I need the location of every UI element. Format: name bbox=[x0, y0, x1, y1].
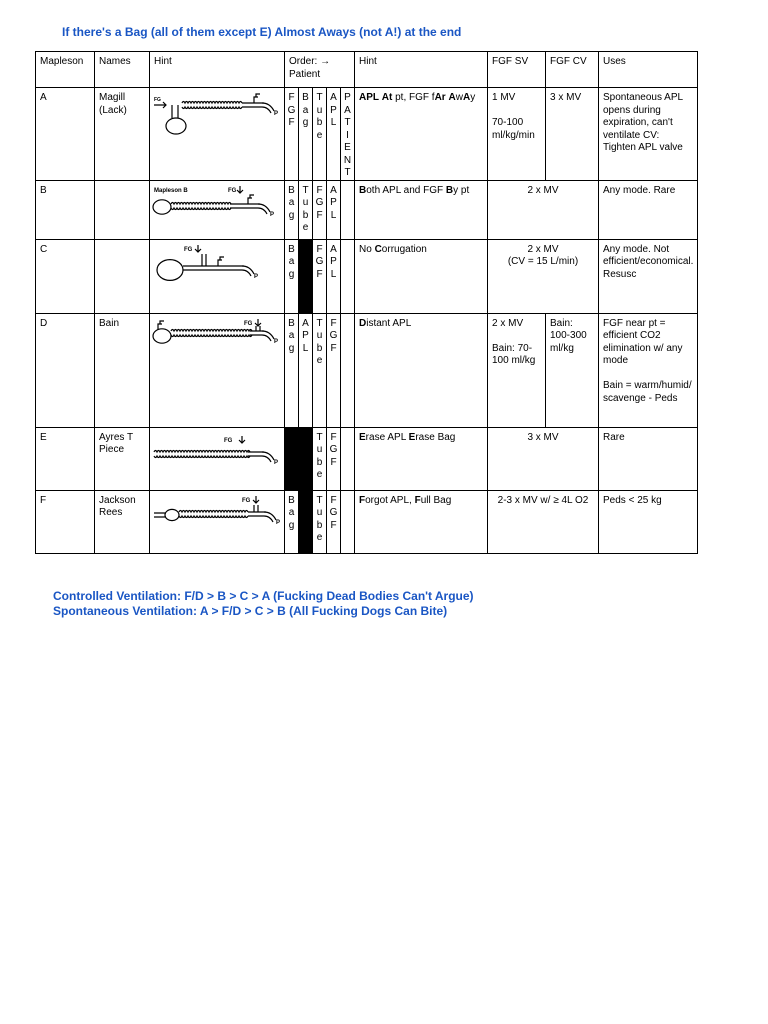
mapleson-letter: D bbox=[36, 313, 95, 427]
order-component bbox=[327, 88, 341, 181]
order-component bbox=[299, 490, 313, 553]
table-row bbox=[36, 490, 698, 553]
order-component bbox=[299, 180, 313, 239]
order-char: F bbox=[288, 117, 295, 128]
mnemonic-hint bbox=[355, 490, 488, 553]
order-char: B bbox=[288, 184, 295, 196]
header-fgf-cv: FGF CV bbox=[546, 52, 599, 88]
order-char: a bbox=[288, 330, 295, 341]
order-char: a bbox=[302, 104, 309, 116]
hint-fragment: rase APL bbox=[365, 431, 409, 443]
patient-label: P bbox=[274, 338, 279, 345]
order-char: u bbox=[302, 197, 309, 208]
hint-fragment: C bbox=[374, 243, 382, 255]
fgf-arrow bbox=[255, 319, 261, 326]
hint-fragment: D bbox=[359, 317, 367, 329]
patient-limb bbox=[248, 452, 264, 456]
order-char: P bbox=[330, 104, 337, 116]
circuit-diagram-cell bbox=[150, 490, 285, 553]
patient-label: P bbox=[276, 519, 281, 526]
reservoir-bag bbox=[153, 199, 171, 213]
order-char: N bbox=[343, 154, 352, 166]
table-row bbox=[36, 180, 698, 239]
patient-connector bbox=[258, 204, 270, 214]
order-char: e bbox=[316, 532, 323, 543]
patient-label: P bbox=[254, 273, 259, 280]
order-char: T bbox=[302, 184, 309, 196]
hint-fragment: istant APL bbox=[366, 317, 412, 329]
hint-fragment: F bbox=[359, 494, 366, 506]
fgf-port bbox=[202, 254, 206, 266]
fgf-port bbox=[254, 505, 258, 512]
hint-fragment: pt, FGF f bbox=[392, 92, 435, 103]
order-char: g bbox=[288, 519, 295, 531]
order-char: A bbox=[330, 243, 337, 255]
fg-label: FG bbox=[224, 437, 233, 444]
fgf-requirement: 2 x MV (CV = 15 L/min) bbox=[488, 239, 599, 313]
order-char: F bbox=[316, 184, 323, 196]
order-component bbox=[341, 88, 355, 181]
order-char: T bbox=[316, 317, 323, 329]
order-char: B bbox=[288, 317, 295, 329]
uses: FGF near pt = efficient CO2 elimination w/ any mode Bain = warm/humid/ scavenge - Peds bbox=[599, 313, 698, 427]
corrugated-tube bbox=[154, 450, 250, 452]
order-component bbox=[327, 180, 341, 239]
circuit-name bbox=[95, 239, 150, 313]
patient-connector bbox=[264, 512, 276, 522]
order-char: T bbox=[344, 167, 351, 178]
order-char: F bbox=[330, 317, 337, 329]
hint-fragment: oth APL and FGF bbox=[366, 184, 446, 196]
patient-connector bbox=[262, 103, 274, 113]
order-component bbox=[313, 88, 327, 181]
corrugated-tube bbox=[179, 510, 248, 512]
corrugated-tube bbox=[182, 102, 242, 104]
order-char: a bbox=[288, 507, 295, 518]
fgf-requirement: 2 x MV bbox=[488, 180, 599, 239]
mapleson-table bbox=[35, 51, 698, 554]
order-char: P bbox=[330, 256, 337, 267]
order-char: F bbox=[316, 243, 323, 255]
order-component bbox=[341, 180, 355, 239]
header-names: Names bbox=[95, 52, 150, 88]
order-component bbox=[313, 313, 327, 427]
fgf-arrow bbox=[239, 436, 245, 443]
order-char: G bbox=[329, 444, 338, 455]
order-char: B bbox=[288, 494, 295, 506]
uses: Any mode. Not efficient/economical. Resusc bbox=[599, 239, 698, 313]
patient-limb bbox=[248, 512, 266, 516]
hint-fragment: B bbox=[445, 184, 454, 196]
expiratory-limb bbox=[154, 513, 166, 517]
order-char: e bbox=[302, 222, 309, 233]
order-component bbox=[285, 313, 299, 427]
order-char: u bbox=[316, 104, 323, 116]
hint-fragment: A bbox=[462, 92, 471, 103]
order-char: G bbox=[329, 330, 338, 341]
order-char: L bbox=[330, 117, 337, 128]
table-row bbox=[36, 313, 698, 427]
tube bbox=[183, 266, 244, 270]
order-component bbox=[327, 239, 341, 313]
reservoir-bag bbox=[157, 259, 183, 280]
order-char: F bbox=[330, 519, 337, 531]
order-char: G bbox=[315, 256, 324, 267]
hint-fragment: A bbox=[448, 92, 456, 103]
hint-fragment: rase Bag bbox=[415, 431, 456, 443]
order-char: e bbox=[316, 129, 323, 141]
footer-mnemonics bbox=[53, 589, 474, 619]
bag-neck bbox=[172, 105, 178, 118]
order-char: g bbox=[288, 268, 295, 280]
order-component bbox=[299, 88, 313, 181]
circuit-name: Magill (Lack) bbox=[95, 88, 150, 181]
uses: Spontaneous APL opens during expiration, can't ventilate CV: Tighten APL valve bbox=[599, 88, 698, 181]
order-component bbox=[313, 239, 327, 313]
order-component bbox=[341, 427, 355, 490]
circuit-diagram bbox=[152, 316, 278, 368]
fgf-arrow bbox=[253, 496, 259, 503]
hint-fragment: y bbox=[470, 92, 476, 103]
order-char: F bbox=[330, 494, 337, 506]
order-char: F bbox=[288, 92, 295, 103]
corrugated-tube bbox=[171, 202, 231, 204]
hint-fragment: orgot APL, bbox=[365, 494, 415, 506]
patient-label: P bbox=[270, 211, 275, 218]
mnemonic-hint bbox=[355, 88, 488, 181]
fg-label: FG bbox=[228, 187, 237, 194]
hint-fragment: No bbox=[359, 243, 375, 255]
order-char: I bbox=[346, 129, 349, 141]
order-component bbox=[285, 180, 299, 239]
order-component bbox=[313, 427, 327, 490]
patient-label: P bbox=[274, 459, 279, 466]
fgf-requirement: 2-3 x MV w/ ≥ 4L O2 bbox=[488, 490, 599, 553]
header-mapleson: Mapleson bbox=[36, 52, 95, 88]
order-char: B bbox=[302, 92, 309, 103]
order-char: G bbox=[315, 197, 324, 208]
patient-limb bbox=[230, 204, 260, 208]
order-char: u bbox=[316, 330, 323, 341]
reservoir-bag bbox=[153, 328, 171, 342]
fgf-cv: Bain: 100-300 ml/kg bbox=[546, 313, 599, 427]
mapleson-letter: C bbox=[36, 239, 95, 313]
order-char: T bbox=[316, 92, 323, 103]
order-char: b bbox=[316, 342, 323, 354]
mapleson-letter: A bbox=[36, 88, 95, 181]
mnemonic-hint bbox=[355, 427, 488, 490]
order-component bbox=[299, 313, 313, 427]
circuit-diagram-cell bbox=[150, 313, 285, 427]
order-component bbox=[299, 239, 313, 313]
order-char: g bbox=[288, 209, 295, 221]
fg-label: FG bbox=[242, 497, 251, 504]
fgf-sv: 2 x MV Bain: 70-100 ml/kg bbox=[488, 313, 546, 427]
table-row bbox=[36, 239, 698, 313]
order-char: E bbox=[344, 142, 351, 153]
reservoir-bag bbox=[166, 118, 186, 134]
order-component bbox=[299, 427, 313, 490]
order-char: F bbox=[330, 342, 337, 354]
apl-valve bbox=[248, 195, 254, 204]
order-component bbox=[285, 88, 299, 181]
hint-fragment: B bbox=[359, 184, 367, 196]
circuit-diagram bbox=[152, 493, 281, 545]
hint-fragment: y pt bbox=[453, 184, 470, 196]
fgf-arrow bbox=[237, 186, 243, 193]
header-order: Order: → Patient bbox=[285, 52, 355, 88]
order-char: F bbox=[330, 431, 337, 443]
patient-limb bbox=[250, 331, 264, 335]
fg-label: FG bbox=[244, 320, 253, 327]
patient-connector bbox=[262, 331, 274, 341]
order-char: b bbox=[302, 209, 309, 221]
patient-limb bbox=[242, 103, 264, 107]
hint-fragment: w bbox=[455, 92, 463, 103]
page-heading: If there's a Bag (all of them except E) Almost Aways (not A!) at the end bbox=[62, 25, 462, 39]
mapleson-letter: E bbox=[36, 427, 95, 490]
order-char: b bbox=[316, 456, 323, 468]
uses: Any mode. Rare bbox=[599, 180, 698, 239]
circuit-diagram-cell bbox=[150, 239, 285, 313]
spontaneous-ventilation-mnemonic: Spontaneous Ventilation: A > F/D > C > B (All Fucking Dogs Can Bite) bbox=[53, 604, 448, 618]
circuit-name bbox=[95, 180, 150, 239]
order-char: e bbox=[316, 469, 323, 480]
order-char: F bbox=[316, 209, 323, 221]
circuit-name: Bain bbox=[95, 313, 150, 427]
order-char: F bbox=[330, 456, 337, 468]
header-uses: Uses bbox=[599, 52, 698, 88]
patient-connector bbox=[242, 266, 254, 276]
order-char: T bbox=[316, 494, 323, 506]
hint-fragment: ull Bag bbox=[420, 494, 452, 506]
order-component bbox=[327, 490, 341, 553]
patient-connector bbox=[262, 452, 274, 462]
hint-fragment: orrugation bbox=[381, 243, 427, 255]
order-char: u bbox=[316, 507, 323, 518]
circuit-diagram-cell bbox=[150, 180, 285, 239]
order-char: g bbox=[302, 117, 309, 128]
fgf-cv: 3 x MV bbox=[546, 88, 599, 181]
table-row bbox=[36, 88, 698, 181]
order-component bbox=[285, 427, 299, 490]
order-char: u bbox=[316, 444, 323, 455]
order-char: T bbox=[344, 117, 351, 128]
order-char: T bbox=[316, 431, 323, 443]
patient-label: P bbox=[274, 111, 279, 117]
order-char: L bbox=[330, 209, 337, 221]
order-char: A bbox=[330, 92, 337, 103]
apl-valve bbox=[254, 94, 260, 103]
order-component bbox=[285, 490, 299, 553]
order-component bbox=[327, 427, 341, 490]
apl-valve bbox=[218, 257, 224, 266]
hint-fragment: APL bbox=[359, 92, 379, 103]
order-char: L bbox=[302, 342, 309, 354]
order-char: b bbox=[316, 117, 323, 128]
order-char: B bbox=[288, 243, 295, 255]
order-component bbox=[327, 313, 341, 427]
circuit-diagram bbox=[152, 183, 278, 235]
order-char: P bbox=[344, 92, 351, 103]
order-component bbox=[313, 180, 327, 239]
uses: Rare bbox=[599, 427, 698, 490]
order-char: e bbox=[316, 355, 323, 366]
corrugated-tube bbox=[179, 516, 248, 518]
circuit-diagram bbox=[152, 242, 278, 294]
mapleson-letter: B bbox=[36, 180, 95, 239]
fgf-sv: 1 MV 70-100 ml/kg/min bbox=[488, 88, 546, 181]
corrugated-tube bbox=[182, 107, 242, 109]
hint-fragment: Ar bbox=[434, 92, 446, 103]
circuit-diagram-cell bbox=[150, 88, 285, 181]
circuit-diagram bbox=[152, 90, 278, 142]
corrugated-tube bbox=[171, 208, 231, 210]
order-char: L bbox=[330, 268, 337, 280]
order-char: A bbox=[302, 317, 309, 329]
circuit-diagram-cell bbox=[150, 427, 285, 490]
uses: Peds < 25 kg bbox=[599, 490, 698, 553]
header-hint: Hint bbox=[150, 52, 285, 88]
circuit-name: Jackson Rees bbox=[95, 490, 150, 553]
order-component bbox=[341, 313, 355, 427]
fgf-arrow bbox=[195, 245, 201, 252]
mnemonic-hint bbox=[355, 180, 488, 239]
mnemonic-hint bbox=[355, 239, 488, 313]
order-component bbox=[341, 239, 355, 313]
order-char: a bbox=[288, 197, 295, 208]
fg-label: FG bbox=[154, 97, 161, 103]
header-hint-2: Hint bbox=[355, 52, 488, 88]
order-char: P bbox=[302, 330, 309, 341]
table-row bbox=[36, 427, 698, 490]
corrugated-tube bbox=[171, 329, 252, 331]
order-char: b bbox=[316, 519, 323, 531]
order-component bbox=[285, 239, 299, 313]
order-component bbox=[341, 490, 355, 553]
fg-label: FG bbox=[184, 246, 193, 253]
order-char: G bbox=[287, 104, 296, 116]
header-row bbox=[36, 52, 698, 88]
fgf-requirement: 3 x MV bbox=[488, 427, 599, 490]
order-char: P bbox=[330, 197, 337, 208]
hint-fragment: At bbox=[381, 92, 393, 103]
corrugated-tube bbox=[171, 335, 252, 337]
order-char: G bbox=[329, 507, 338, 518]
mnemonic-hint bbox=[355, 313, 488, 427]
hint-fragment: F bbox=[414, 494, 421, 506]
corrugated-tube bbox=[154, 456, 250, 458]
order-component bbox=[313, 490, 327, 553]
order-char: g bbox=[288, 342, 295, 354]
controlled-ventilation-mnemonic: Controlled Ventilation: F/D > B > C > A (Fucking Dead Bodies Can't Argue) bbox=[53, 589, 474, 603]
reservoir-bag bbox=[165, 509, 179, 520]
circuit-diagram bbox=[152, 430, 278, 482]
diagram-title: Mapleson B bbox=[154, 187, 188, 194]
order-char: F bbox=[316, 268, 323, 280]
mapleson-letter: F bbox=[36, 490, 95, 553]
hint-fragment: E bbox=[359, 431, 366, 443]
order-char: A bbox=[330, 184, 337, 196]
order-char: a bbox=[288, 256, 295, 267]
hint-fragment: E bbox=[408, 431, 416, 443]
circuit-name: Ayres T Piece bbox=[95, 427, 150, 490]
order-char: A bbox=[344, 104, 351, 116]
header-fgf-sv: FGF SV bbox=[488, 52, 546, 88]
